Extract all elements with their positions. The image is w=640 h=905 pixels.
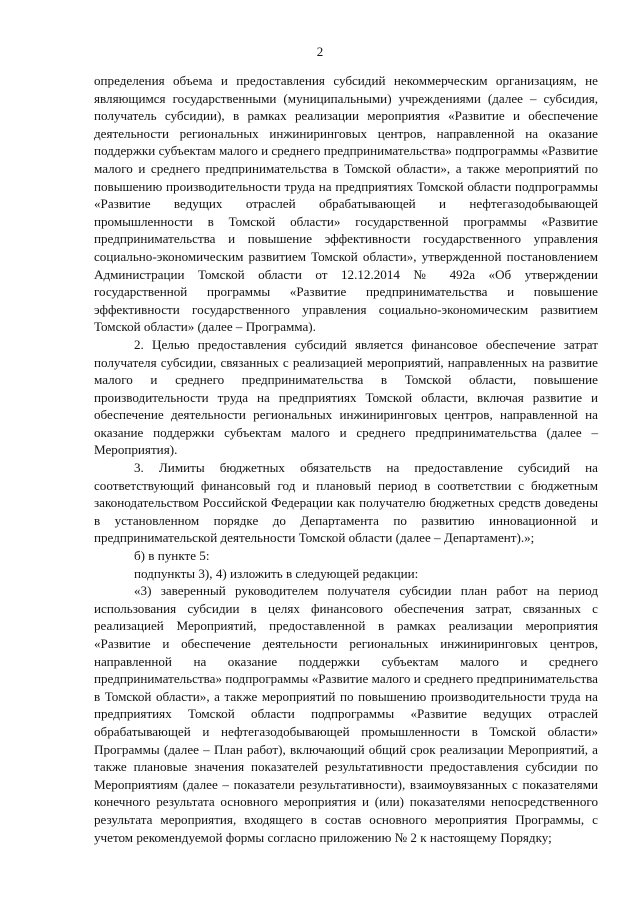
paragraph-subitem-3: «3) заверенный руководителем получателя субсидии план работ на период использования субсидии в целях финансового обеспечения затрат, связанных с реализацией Мероприятий, предоставленной в рамках реализации мероприятия «Развитие и обеспечение деятельности региональных инжиниринговых центров, направленной на оказание поддержки субъектам малого и среднего предпринимательства» подпрограммы «Развитие малого и среднего предпринимательства в Томской области», а также мероприятий по повышению производительности труда на предприятиях Томской области подпрограммы «Развитие ведущих отраслей обрабатывающей и нефтегазодобывающей промышленности в Томской области» Программы (далее – План работ), включающий общий срок реализации Мероприятий, а также плановые значения показателей результативности предоставления субсидии по Мероприятиям (далее – показатели результативности), взаимоувязанных с показателями конечного результата основного мероприятия и (или) показателями непосредственного результата мероприятия, входящего в состав основного мероприятия Программы, с учетом рекомендуемой формы согласно приложению № 2 к настоящему Порядку;	[94, 583, 598, 845]
paragraph-continuation: определения объема и предоставления субсидий некоммерческим организациям, не являющимся государственными (муниципальными) учреждениями (далее – субсидия, получатель субсидии), в рамках реализации мероприятия «Развитие и обеспечение деятельности региональных инжиниринговых центров, направленной на оказание поддержки субъектам малого и среднего предпринимательства» подпрограммы «Развитие малого и среднего предпринимательства в Томской области», а также мероприятий по повышению производительности труда на предприятиях Томской области подпрограммы «Развитие ведущих отраслей обрабатывающей и нефтегазодобывающей промышленности в Томской области» государственной программы «Развитие предпринимательства и повышение эффективности государственного управления социально-экономическим развитием Томской области», утвержденной постановлением Администрации Томской области от 12.12.2014 № 492а «Об утверждении государственной программы «Развитие предпринимательства и повышение эффективности государственного управления социально-экономическим развитием Томской области» (далее – Программа).	[94, 73, 598, 335]
paragraph-subitem-b: б) в пункте 5:	[134, 548, 210, 564]
paragraph-subitems-intro: подпункты 3), 4) изложить в следующей редакции:	[134, 565, 419, 581]
document-body	[94, 72, 598, 846]
paragraph-item-2: 2. Целью предоставления субсидий является финансовое обеспечение затрат получателя субсидии, связанных с реализацией мероприятий, направленных на развитие малого и среднего предпринимательства в Томской области, повышение производительности труда на предприятиях Томской области, включая развитие и обеспечение деятельности региональных инжиниринговых центров, направленной на оказание поддержки субъектам малого и среднего предпринимательства (далее – Мероприятия).	[94, 336, 598, 458]
paragraph-item-3: 3. Лимиты бюджетных обязательств на предоставление субсидий на соответствующий финансовый год и плановый период в соответствии с бюджетным законодательством Российской Федерации как получателю бюджетных средств доведены в установленном порядке до Департамента по развитию инновационной и предпринимательской деятельности Томской области (далее – Департамент).»;	[94, 460, 598, 546]
page-number: 2	[316, 44, 324, 59]
